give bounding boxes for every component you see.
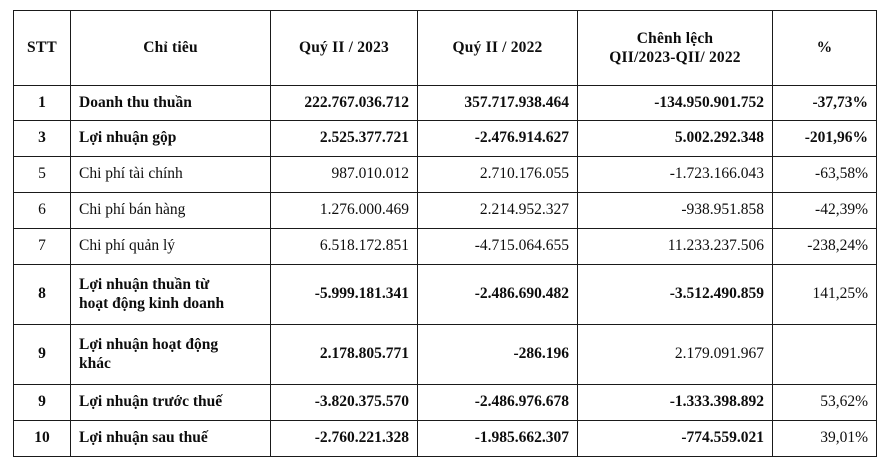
table-body xyxy=(14,86,877,457)
cell-pct: 39,01% xyxy=(773,421,877,457)
cell-q2022: 2.214.952.327 xyxy=(418,193,578,229)
cell-stt: 9 xyxy=(14,385,71,421)
cell-diff: -1.723.166.043 xyxy=(578,157,773,193)
cell-stt: 8 xyxy=(14,265,71,325)
cell-label: Lợi nhuận sau thuế xyxy=(71,421,271,457)
cell-label-line2: khác xyxy=(79,354,111,372)
cell-label: Lợi nhuận gộp xyxy=(71,121,271,157)
cell-stt: 6 xyxy=(14,193,71,229)
cell-q2022: -4.715.064.655 xyxy=(418,229,578,265)
table-row xyxy=(14,121,877,157)
cell-q2023: 2.525.377.721 xyxy=(271,121,418,157)
table-row xyxy=(14,325,877,385)
cell-stt: 5 xyxy=(14,157,71,193)
cell-label: Chi phí tài chính xyxy=(71,157,271,193)
table-row xyxy=(14,86,877,121)
cell-q2022: -2.476.914.627 xyxy=(418,121,578,157)
table-row xyxy=(14,421,877,457)
header-indicator: Chỉ tiêu xyxy=(71,11,271,86)
cell-q2023: -3.820.375.570 xyxy=(271,385,418,421)
cell-stt: 10 xyxy=(14,421,71,457)
cell-stt: 7 xyxy=(14,229,71,265)
cell-label-line2: hoạt động kinh doanh xyxy=(79,294,225,312)
cell-q2022: -2.486.976.678 xyxy=(418,385,578,421)
cell-q2023: 6.518.172.851 xyxy=(271,229,418,265)
cell-pct: -42,39% xyxy=(773,193,877,229)
cell-q2023: 2.178.805.771 xyxy=(271,325,418,385)
cell-diff: -134.950.901.752 xyxy=(578,86,773,121)
cell-label: Doanh thu thuần xyxy=(71,86,271,121)
cell-q2022: 357.717.938.464 xyxy=(418,86,578,121)
cell-diff: -1.333.398.892 xyxy=(578,385,773,421)
financial-results-table xyxy=(13,10,877,457)
cell-diff: 5.002.292.348 xyxy=(578,121,773,157)
cell-pct: 141,25% xyxy=(773,265,877,325)
cell-label xyxy=(71,265,271,325)
cell-diff: -938.951.858 xyxy=(578,193,773,229)
cell-q2023: 222.767.036.712 xyxy=(271,86,418,121)
table-row xyxy=(14,265,877,325)
table-row xyxy=(14,193,877,229)
cell-pct: 53,62% xyxy=(773,385,877,421)
cell-label: Chi phí bán hàng xyxy=(71,193,271,229)
header-row xyxy=(14,11,877,86)
cell-stt: 9 xyxy=(14,325,71,385)
header-quarter-2-2022: Quý II / 2022 xyxy=(418,11,578,86)
cell-q2023: 987.010.012 xyxy=(271,157,418,193)
cell-stt: 1 xyxy=(14,86,71,121)
header-difference-line2: QII/2023-QII/ 2022 xyxy=(609,49,741,66)
cell-diff: -3.512.490.859 xyxy=(578,265,773,325)
cell-label: Lợi nhuận trước thuế xyxy=(71,385,271,421)
cell-q2022: -1.985.662.307 xyxy=(418,421,578,457)
cell-q2022: 2.710.176.055 xyxy=(418,157,578,193)
cell-label-line1: Lợi nhuận hoạt động xyxy=(79,335,219,353)
header-stt: STT xyxy=(14,11,71,86)
cell-diff: 11.233.237.506 xyxy=(578,229,773,265)
cell-q2022: -2.486.690.482 xyxy=(418,265,578,325)
cell-q2023: -5.999.181.341 xyxy=(271,265,418,325)
cell-q2023: -2.760.221.328 xyxy=(271,421,418,457)
cell-pct: -63,58% xyxy=(773,157,877,193)
cell-diff: -774.559.021 xyxy=(578,421,773,457)
table-row xyxy=(14,385,877,421)
cell-pct: -37,73% xyxy=(773,86,877,121)
cell-diff: 2.179.091.967 xyxy=(578,325,773,385)
cell-stt: 3 xyxy=(14,121,71,157)
cell-q2022: -286.196 xyxy=(418,325,578,385)
cell-label xyxy=(71,325,271,385)
cell-pct: -201,96% xyxy=(773,121,877,157)
cell-label: Chi phí quản lý xyxy=(71,229,271,265)
cell-q2023: 1.276.000.469 xyxy=(271,193,418,229)
header-quarter-2-2023: Quý II / 2023 xyxy=(271,11,418,86)
header-percent: % xyxy=(773,11,877,86)
cell-pct xyxy=(773,325,877,385)
table-row xyxy=(14,157,877,193)
header-difference xyxy=(578,11,773,86)
table-header xyxy=(14,11,877,86)
header-difference-line1: Chênh lệch xyxy=(636,29,714,47)
cell-label-line1: Lợi nhuận thuần từ xyxy=(79,275,210,293)
cell-pct: -238,24% xyxy=(773,229,877,265)
table-row xyxy=(14,229,877,265)
